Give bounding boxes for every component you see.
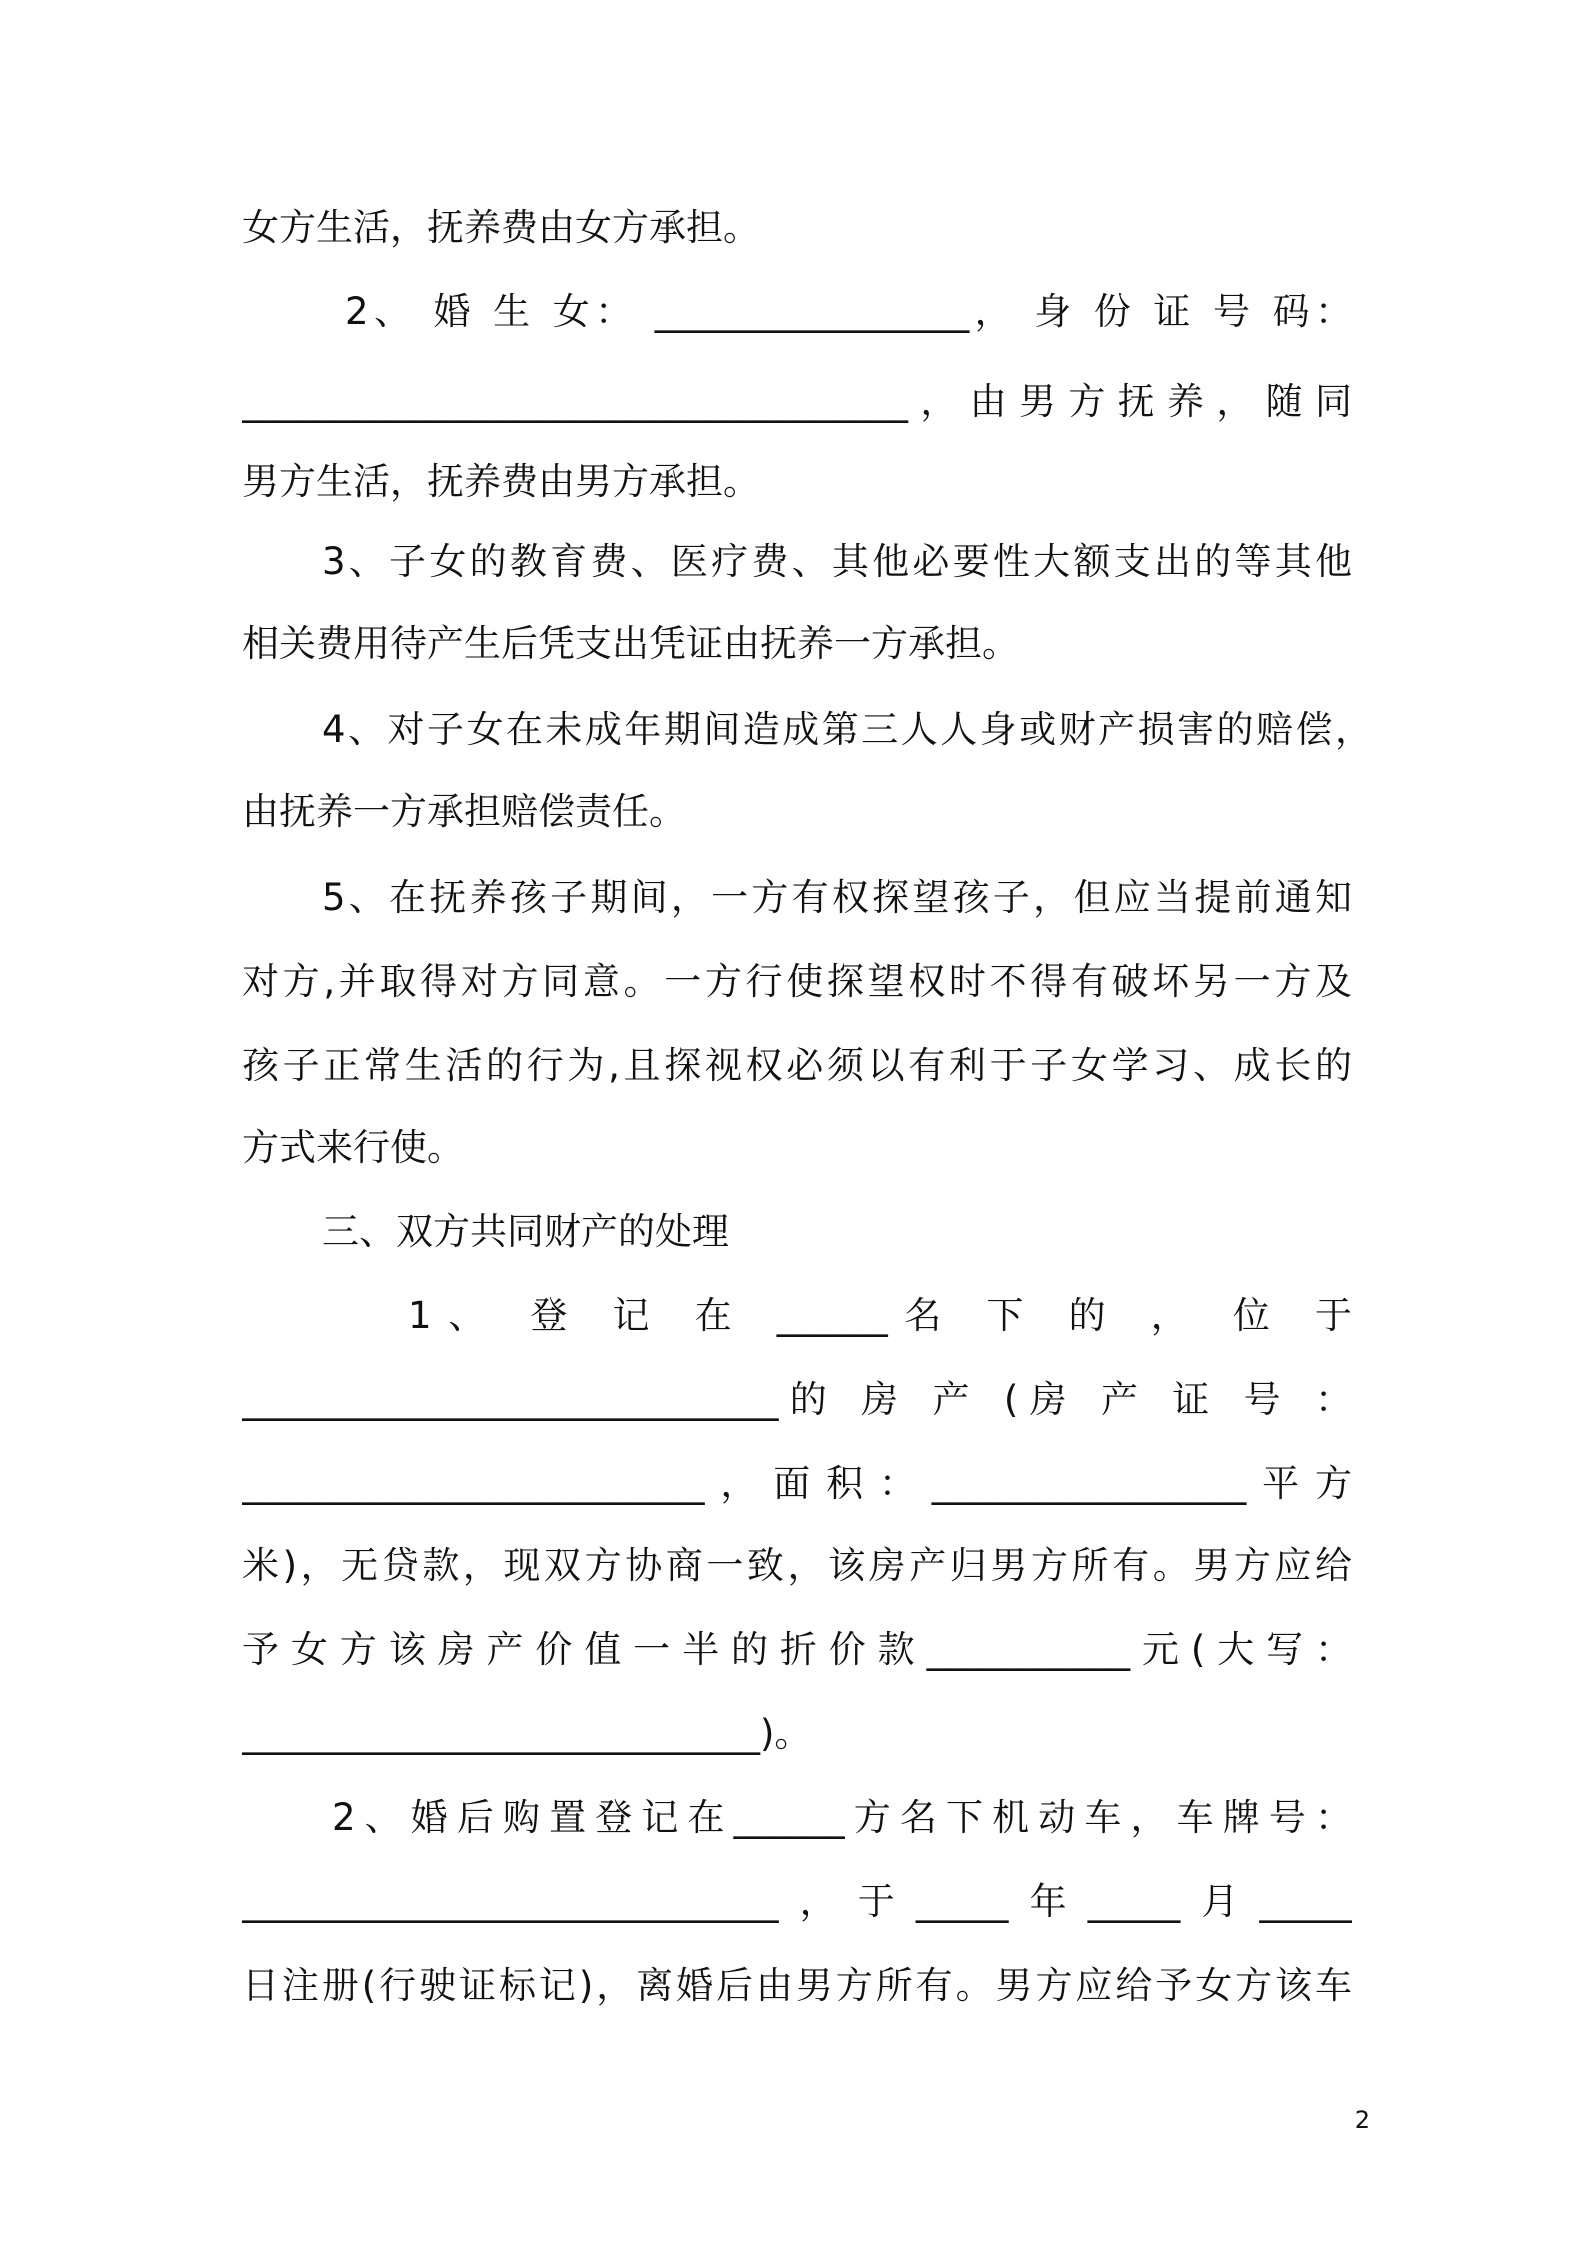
text-line-18: 予女方该房产价值一半的折价款___________元(大写：	[242, 1628, 1352, 1671]
text-line-21: _____________________________，于_____年_____月_____	[242, 1880, 1352, 1923]
text-line-2: 2、 婚 生 女： _________________， 身 份 证 号 码：	[345, 290, 1352, 333]
text-line-9: 5、在抚养孩子期间，一方有权探望孩子，但应当提前通知	[322, 876, 1352, 919]
text-line-12: 方式来行使。	[242, 1126, 464, 1169]
text-line-11: 孩子正常生活的行为,且探视权必须以有利于子女学习、成长的	[242, 1044, 1352, 1087]
text-line-17: 米)，无贷款，现双方协商一致，该房产归男方所有。男方应给	[242, 1544, 1352, 1587]
text-line-7: 4、对子女在未成年期间造成第三人人身或财产损害的赔偿，	[322, 708, 1372, 751]
text-line-8: 由抚养一方承担赔偿责任。	[242, 790, 686, 833]
text-line-22: 日注册(行驶证标记)，离婚后由男方所有。男方应给予女方该车	[242, 1964, 1352, 2007]
text-line-15: _____________________________的 房 产 (房 产 证 号 ：	[242, 1378, 1352, 1421]
section-heading: 三、双方共同财产的处理	[322, 1210, 729, 1253]
page-number: 2	[1354, 2106, 1370, 2134]
text-line-5: 3、子女的教育费、医疗费、其他必要性大额支出的等其他	[322, 540, 1352, 583]
text-line-14: 1、 登 记 在 ______名 下 的 ， 位 于	[408, 1294, 1352, 1337]
text-line-6: 相关费用待产生后凭支出凭证由抚养一方承担。	[242, 622, 1019, 665]
text-line-10: 对方,并取得对方同意。一方行使探望权时不得有破坏另一方及	[242, 960, 1352, 1003]
text-line-3: ____________________________________，由男方抚养，随同	[242, 380, 1352, 423]
text-line-4: 男方生活，抚养费由男方承担。	[242, 460, 760, 503]
text-line-20: 2、婚后购置登记在______方名下机动车，车牌号：	[332, 1796, 1352, 1839]
text-line-1: 女方生活，抚养费由女方承担。	[242, 206, 760, 249]
text-line-19: ____________________________)。	[242, 1712, 812, 1755]
text-line-16: _________________________，面积：_________________平方	[242, 1462, 1352, 1505]
